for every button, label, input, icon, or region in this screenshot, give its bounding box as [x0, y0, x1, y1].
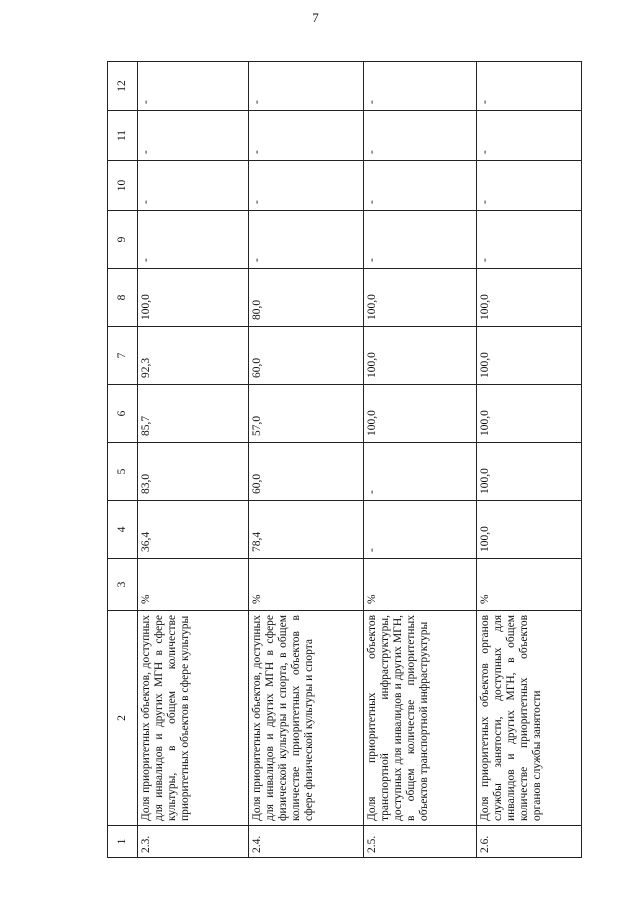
- header-cell: 7: [108, 327, 138, 385]
- table-row: [249, 62, 364, 858]
- value-cell: -: [364, 211, 477, 269]
- value-cell: -: [477, 211, 582, 269]
- header-cell: 5: [108, 443, 138, 501]
- value-cell: -: [138, 62, 249, 111]
- value-cell: -: [364, 62, 477, 111]
- value-cell: -: [364, 443, 477, 501]
- table-row: [477, 62, 582, 858]
- value-cell: 100,0: [364, 327, 477, 385]
- indicators-table: [107, 61, 582, 858]
- header-cell: 11: [108, 111, 138, 161]
- value-cell: 100,0: [477, 501, 582, 559]
- value-cell: 57,0: [249, 385, 364, 443]
- table-row: [364, 62, 477, 858]
- unit-cell: %: [364, 559, 477, 611]
- value-cell: -: [364, 501, 477, 559]
- value-cell: 100,0: [477, 269, 582, 327]
- indicator-description: Доля приоритетных объектов транспортной инфраструктуры, доступных для инвалидов и других МГН, в общем количестве приоритетных объектов транспортной инфраструктуры: [364, 611, 477, 826]
- table-row: [138, 62, 249, 858]
- value-cell: 60,0: [249, 327, 364, 385]
- header-cell: 8: [108, 269, 138, 327]
- header-cell: 10: [108, 161, 138, 211]
- header-row: [108, 62, 138, 858]
- value-cell: -: [249, 161, 364, 211]
- value-cell: -: [138, 111, 249, 161]
- header-cell: 2: [108, 611, 138, 826]
- indicator-description: Доля приоритетных объектов, доступных для инвалидов и других МГН в сфере физической культуры и спорта, в общем количестве приоритетных объектов в сфере физической культуры и спорта: [249, 611, 364, 826]
- value-cell: -: [477, 161, 582, 211]
- value-cell: -: [364, 161, 477, 211]
- header-cell: 6: [108, 385, 138, 443]
- value-cell: 92,3: [138, 327, 249, 385]
- indicator-description: Доля приоритетных объектов органов службы занятости, доступных для инвалидов и других МГН, в общем количестве приоритетных объектов органов службы занятости: [477, 611, 582, 826]
- header-cell: 12: [108, 62, 138, 111]
- value-cell: 100,0: [364, 385, 477, 443]
- value-cell: 78,4: [249, 501, 364, 559]
- unit-cell: %: [138, 559, 249, 611]
- value-cell: 100,0: [138, 269, 249, 327]
- header-cell: 9: [108, 211, 138, 269]
- value-cell: -: [249, 62, 364, 111]
- value-cell: 85,7: [138, 385, 249, 443]
- row-number: 2.4.: [249, 826, 364, 858]
- header-cell: 1: [108, 826, 138, 858]
- row-number: 2.6.: [477, 826, 582, 858]
- value-cell: -: [249, 111, 364, 161]
- header-cell: 3: [108, 559, 138, 611]
- value-cell: 60,0: [249, 443, 364, 501]
- value-cell: 80,0: [249, 269, 364, 327]
- row-number: 2.3.: [138, 826, 249, 858]
- rotated-table-container: [107, 62, 581, 858]
- row-number: 2.5.: [364, 826, 477, 858]
- value-cell: -: [138, 211, 249, 269]
- value-cell: 100,0: [364, 269, 477, 327]
- unit-cell: %: [477, 559, 582, 611]
- value-cell: -: [477, 62, 582, 111]
- value-cell: 36,4: [138, 501, 249, 559]
- indicator-description: Доля приоритетных объектов, доступных для инвалидов и других МГН в сфере культуры, в общем количестве приоритетных объектов в сфере культуры: [138, 611, 249, 826]
- value-cell: -: [364, 111, 477, 161]
- value-cell: -: [477, 111, 582, 161]
- header-cell: 4: [108, 501, 138, 559]
- unit-cell: %: [249, 559, 364, 611]
- value-cell: 100,0: [477, 443, 582, 501]
- value-cell: -: [249, 211, 364, 269]
- value-cell: 83,0: [138, 443, 249, 501]
- value-cell: -: [138, 161, 249, 211]
- value-cell: 100,0: [477, 327, 582, 385]
- value-cell: 100,0: [477, 385, 582, 443]
- page-number: 7: [312, 10, 319, 25]
